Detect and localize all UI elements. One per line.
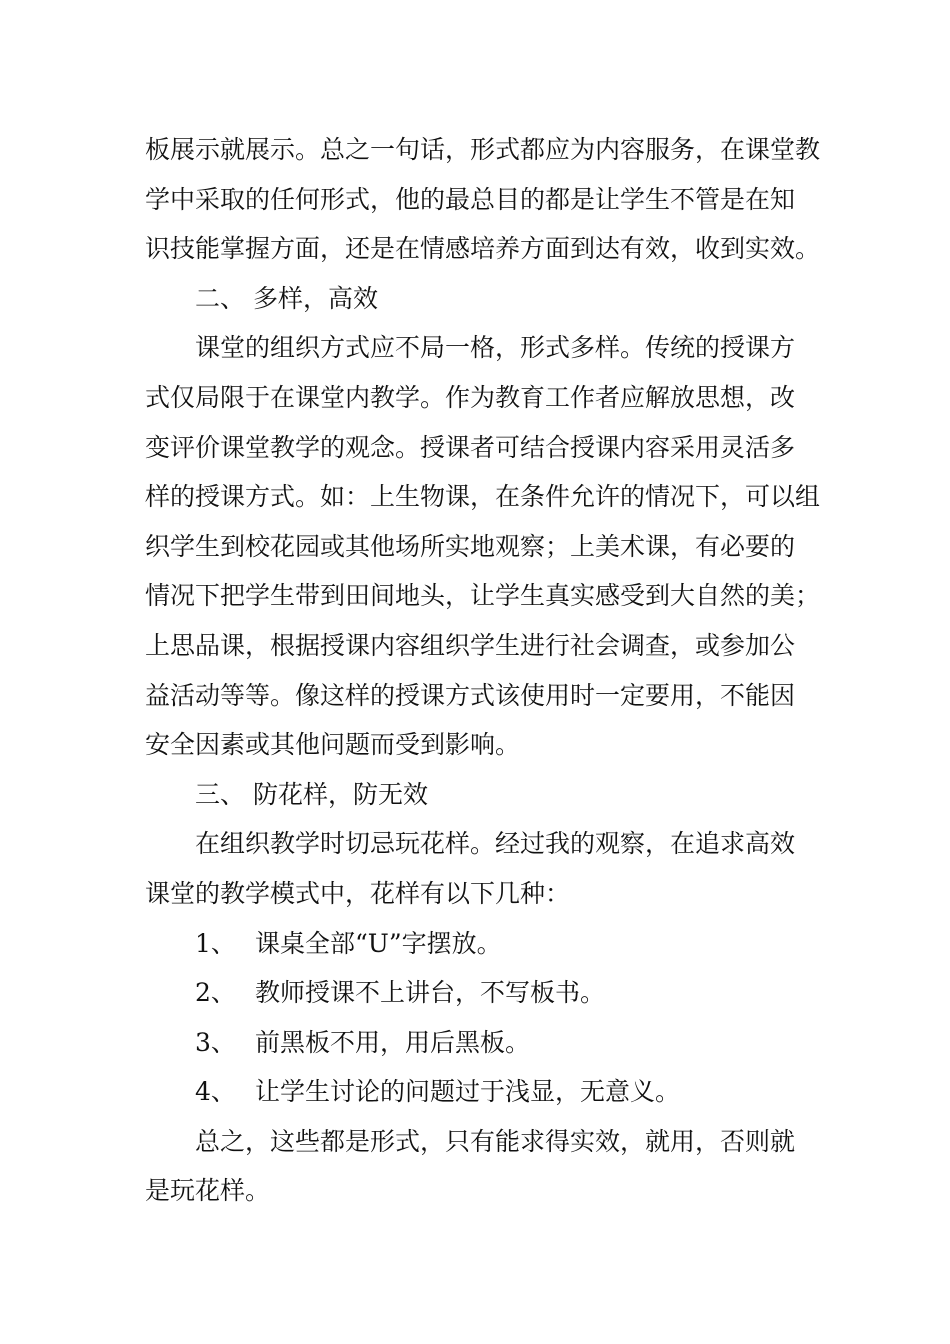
list-number: 1、: [195, 928, 236, 958]
paragraph-line: 织学生到校花园或其他场所实地观察；上美术课，有必要的: [145, 531, 796, 561]
paragraph-line: 变评价课堂教学的观念。授课者可结合授课内容采用灵活多: [145, 432, 796, 462]
paragraph-line: 课堂的组织方式应不局一格，形式多样。传统的授课方: [195, 333, 796, 363]
paragraph-line: 益活动等等。像这样的授课方式该使用时一定要用，不能因: [145, 680, 796, 710]
list-text: 前黑板不用，用后黑板。: [255, 1027, 531, 1057]
list-text: 课桌全部“U”字摆放。: [255, 928, 502, 958]
paragraph-line: 样的授课方式。如：上生物课，在条件允许的情况下，可以组: [145, 482, 821, 512]
paragraph-line: 板展示就展示。总之一句话，形式都应为内容服务，在课堂教: [145, 135, 821, 164]
paragraph-line: 总之，这些都是形式，只有能求得实效，就用，否则就: [195, 1126, 796, 1156]
paragraph-line: 情况下把学生带到田间地头，让学生真实感受到大自然的美；: [145, 581, 821, 611]
paragraph-line: 是玩花样。: [145, 1176, 271, 1206]
list-text: 让学生讨论的问题过于浅显，无意义。: [255, 1077, 681, 1107]
list-item: [145, 1018, 815, 1068]
list-item: [145, 1067, 815, 1117]
paragraph-line: 课堂的教学模式中，花样有以下几种：: [145, 878, 571, 908]
list-number: 4、: [195, 1077, 236, 1107]
section-heading-3: 三、 防花样，防无效: [195, 779, 428, 809]
list-text: 教师授课不上讲台，不写板书。: [255, 978, 606, 1008]
list-number: 3、: [195, 1027, 236, 1057]
list-number: 2、: [195, 978, 236, 1008]
document-body: [145, 125, 821, 1216]
paragraph-line: 学中采取的任何形式，他的最总目的都是让学生不管是在知: [145, 184, 796, 214]
list-item: [145, 968, 815, 1018]
paragraph-line: 识技能掌握方面，还是在情感培养方面到达有效，收到实效。: [145, 234, 821, 264]
list-item: [145, 919, 815, 969]
paragraph-line: 安全因素或其他问题而受到影响。: [145, 730, 521, 760]
paragraph-line: 式仅局限于在课堂内教学。作为教育工作者应解放思想，改: [145, 382, 796, 412]
section-heading-2: 二、 多样，高效: [195, 283, 378, 313]
paragraph-line: 上思品课，根据授课内容组织学生进行社会调查，或参加公: [145, 630, 796, 660]
paragraph-line: 在组织教学时切忌玩花样。经过我的观察，在追求高效: [195, 829, 796, 859]
